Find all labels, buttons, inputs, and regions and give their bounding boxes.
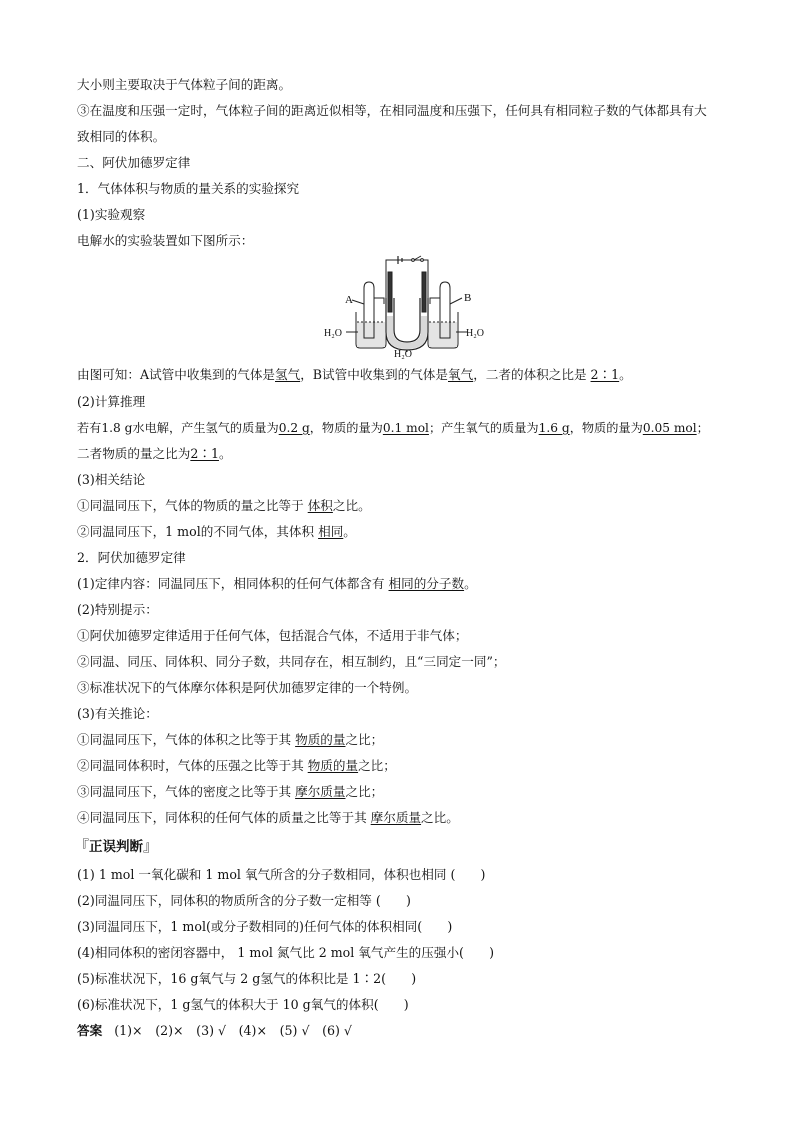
answer-blank: 0.1 mol	[382, 421, 429, 435]
electrolysis-apparatus-diagram	[324, 254, 488, 360]
section-heading: 二、阿伏加德罗定律	[77, 155, 191, 170]
leader-line-a	[352, 300, 364, 304]
answer-blank: 物质的量	[295, 732, 346, 747]
leader-line-b	[450, 298, 462, 304]
answer-blank: 相同	[318, 524, 344, 539]
label-water-bottom: H₂O	[394, 349, 412, 360]
judge-question: (2)同温同压下，同体积的物质所含的分子数一定相等 ( )	[77, 893, 411, 908]
text-line: 致相同的体积。	[77, 129, 166, 144]
calc-line: 二者物质的量之比为2∶1。	[77, 446, 232, 461]
text-line: 电解水的实验装置如下图所示：	[77, 233, 254, 248]
subsection-heading: (3)有关推论：	[77, 706, 158, 721]
inference-line: ②同温同体积时，气体的压强之比等于其 物质的量之比；	[77, 758, 396, 773]
conclusion-line: ①同温同压下，气体的物质的量之比等于 体积之比。	[77, 498, 371, 513]
tip-line: ③标准状况下的气体摩尔体积是阿伏加德罗定律的一个特例。	[77, 680, 418, 695]
law-content-line: (1)定律内容：同温同压下，相同体积的任何气体都含有 相同的分子数。	[77, 576, 477, 591]
label-water-right: H₂O	[466, 328, 484, 339]
answer-blank: 氢气	[275, 367, 301, 382]
answer-blank: 体积	[307, 498, 333, 513]
subsection-heading: (2)计算推理	[77, 394, 146, 409]
answer-blank: 摩尔质量	[295, 784, 346, 799]
judge-question: (1) 1 mol 一氧化碳和 1 mol 氧气所含的分子数相同，体积也相同 ( )	[77, 867, 486, 882]
answer-blank: 物质的量	[307, 758, 359, 773]
answer-blank: 0.2 g	[278, 421, 310, 435]
electrode-right	[422, 272, 426, 312]
text-line: 大小则主要取决于气体粒子间的距离。	[77, 77, 292, 92]
subsection-heading: 2．阿伏加德罗定律	[77, 550, 186, 565]
subsection-heading: (3)相关结论	[77, 472, 146, 487]
inference-line: ④同温同压下，同体积的任何气体的质量之比等于其 摩尔质量之比。	[77, 810, 459, 825]
tip-line: ①阿伏加德罗定律适用于任何气体，包括混合气体，不适用于非气体；	[77, 628, 468, 643]
switch-icon	[412, 259, 415, 262]
subsection-heading: (2)特别提示：	[77, 602, 158, 617]
judge-question: (3)同温同压下，1 mol(或分子数相同的)任何气体的体积相同( )	[77, 919, 453, 934]
answer-blank: 摩尔质量	[370, 810, 422, 825]
subsection-heading: (1)实验观察	[77, 207, 146, 222]
label-b: B	[464, 292, 472, 304]
answer-label: 答案	[77, 1023, 103, 1038]
answer-blank: 1.6 g	[538, 421, 570, 435]
judge-question: (4)相同体积的密闭容器中， 1 mol 氮气比 2 mol 氧气产生的压强小( )	[77, 945, 495, 960]
answer-blank: 0.05 mol	[642, 421, 697, 435]
electrode-left	[388, 272, 392, 312]
conclusion-line: ②同温同压下，1 mol的不同气体，其体积 相同。	[77, 524, 356, 539]
label-a: A	[345, 294, 353, 306]
subsection-heading: 1．气体体积与物质的量关系的实验探究	[77, 181, 300, 196]
judge-question: (5)标准状况下，16 g氧气与 2 g氢气的体积比是 1∶2( )	[77, 971, 417, 986]
answer-text: (1)× (2)× (3) √ (4)× (5) √ (6) √	[114, 1023, 352, 1038]
answer-blank: 2∶1	[190, 446, 219, 461]
text-line: ③在温度和压强一定时，气体粒子间的距离近似相等，在相同温度和压强下，任何具有相同粒子数的气体都具有大	[77, 103, 707, 118]
inference-line: ①同温同压下，气体的体积之比等于其 物质的量之比；	[77, 732, 384, 747]
answer-blank: 2∶1	[590, 367, 620, 382]
judge-question: (6)标准状况下，1 g氢气的体积大于 10 g氧气的体积( )	[77, 997, 409, 1012]
answer-blank: 氧气	[448, 367, 474, 382]
answer-blank: 相同的分子数	[388, 576, 465, 591]
answer-line	[77, 1022, 352, 1040]
inference-line: ③同温同压下，气体的密度之比等于其 摩尔质量之比；	[77, 784, 384, 799]
observation-line: 由图可知：A试管中收集到的气体是氢气，B试管中收集到的气体是氧气，二者的体积之比是 2∶1。	[77, 367, 632, 382]
tip-line: ②同温、同压、同体积、同分子数，共同存在，相互制约，且“三同定一同”；	[77, 654, 506, 669]
label-water-left: H₂O	[324, 328, 342, 339]
judge-heading: 『正误判断』	[74, 837, 159, 855]
calc-line: 若有1.8 g水电解，产生氢气的质量为0.2 g，物质的量为0.1 mol；产生氧气的质量为1.6 g，物质的量为0.05 mol；	[77, 421, 709, 435]
